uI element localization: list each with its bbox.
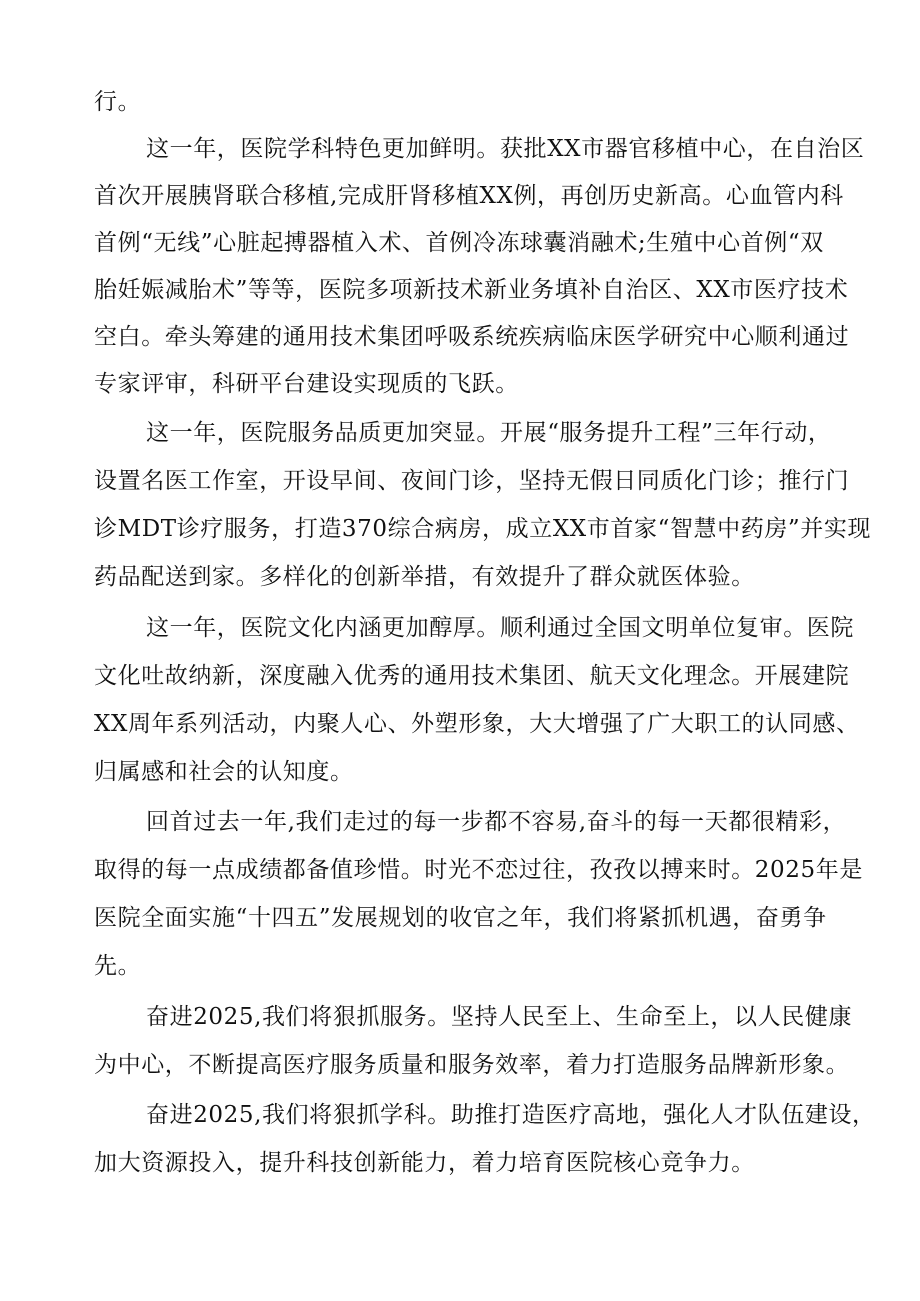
paragraph-first-line: 奋进2025,我们将狠抓学科。助推打造医疗高地，强化人才队伍建设， [146, 1102, 876, 1128]
text-line: 设置名医工作室，开设早间、夜间门诊，坚持无假日同质化门诊；推行门 [94, 468, 850, 494]
text-line: 首次开展胰肾联合移植,完成肝肾移植XX例，再创历史新高。心血管内科 [94, 183, 844, 209]
text-line: 加大资源投入，提升科技创新能力，着力培育医院核心竞争力。 [94, 1150, 755, 1176]
paragraph-first-line: 这一年，医院文化内涵更加醇厚。顺利通过全国文明单位复审。医院 [146, 615, 854, 641]
paragraph-first-line: 这一年，医院学科特色更加鲜明。获批XX市器官移植中心，在自治区 [146, 136, 865, 162]
text-line: 行。 [94, 89, 142, 115]
text-line: 专家评审，科研平台建设实现质的飞跃。 [94, 371, 519, 397]
text-line: 为中心，不断提高医疗服务质量和服务效率，着力打造服务品牌新形象。 [94, 1052, 850, 1078]
text-line: 药品配送到家。多样化的创新举措，有效提升了群众就医体验。 [94, 564, 755, 590]
paragraph-first-line: 这一年，医院服务品质更加突显。开展“服务提升工程”三年行动， [146, 420, 832, 446]
paragraph-first-line: 回首过去一年,我们走过的每一步都不容易,奋斗的每一天都很精彩， [146, 809, 847, 835]
text-line: XX周年系列活动，内聚人心、外塑形象，大大增强了广大职工的认同感、 [94, 711, 860, 737]
text-line: 医院全面实施“十四五”发展规划的收官之年，我们将紧抓机遇，奋勇争 [94, 905, 827, 931]
text-line: 胎妊娠减胎术”等等，医院多项新技术新业务填补自治区、XX市医疗技术 [94, 277, 849, 303]
text-line: 诊MDT诊疗服务，打造370综合病房，成立XX市首家“智慧中药房”并实现 [94, 516, 872, 542]
paragraph-first-line: 奋进2025,我们将狠抓服务。坚持人民至上、生命至上，以人民健康 [146, 1004, 853, 1030]
text-line: 归属感和社会的认知度。 [94, 759, 354, 785]
text-line: 先。 [94, 953, 142, 979]
text-line: 文化吐故纳新，深度融入优秀的通用技术集团、航天文化理念。开展建院 [94, 663, 850, 689]
text-line: 取得的每一点成绩都备值珍惜。时光不恋过往，孜孜以搏来时。2025年是 [94, 857, 863, 883]
text-line: 空白。牵头筹建的通用技术集团呼吸系统疾病临床医学研究中心顺利通过 [94, 324, 850, 350]
text-line: 首例“无线”心脏起搏器植入术、首例冷冻球囊消融术;生殖中心首例“双 [94, 230, 824, 256]
